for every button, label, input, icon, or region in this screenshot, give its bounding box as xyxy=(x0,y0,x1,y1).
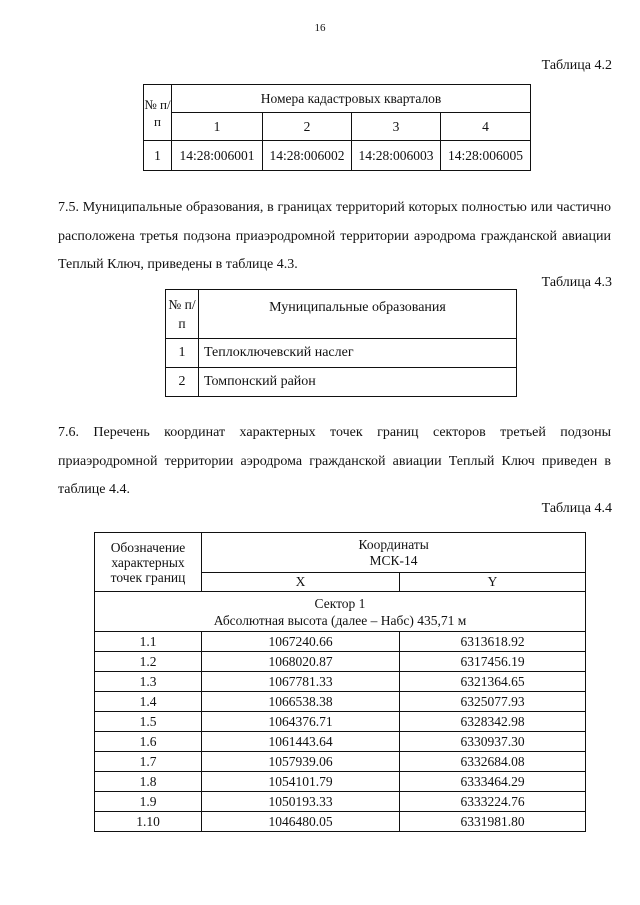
header-x: X xyxy=(202,573,400,592)
column-number: 1 xyxy=(172,113,263,141)
header-coordinates xyxy=(202,533,586,573)
table-row xyxy=(95,632,586,652)
table-row xyxy=(95,812,586,832)
coordinates-table xyxy=(94,532,586,832)
y-value: 6313618.92 xyxy=(400,632,586,652)
table-4-3-caption: Таблица 4.3 xyxy=(541,275,612,290)
paragraph-7-6: 7.6. Перечень координат характерных точек границ секторов третьей подзоны приаэродромной территории аэродрома гражданской авиации Теплый Ключ приведен в таблице 4.4. xyxy=(58,425,611,497)
table-row xyxy=(95,672,586,692)
row-no: 1 xyxy=(144,141,172,171)
point-id: 1.9 xyxy=(95,792,202,812)
y-value: 6317456.19 xyxy=(400,652,586,672)
cadastral-number: 14:28:006005 xyxy=(441,141,531,171)
point-id: 1.7 xyxy=(95,752,202,772)
table-row xyxy=(166,339,517,368)
municipality-name: Томпонский район xyxy=(199,368,517,397)
sector-title: Сектор 1 xyxy=(314,595,366,611)
table-row xyxy=(95,772,586,792)
point-id: 1.5 xyxy=(95,712,202,732)
x-value: 1064376.71 xyxy=(202,712,400,732)
page-number: 16 xyxy=(314,22,326,34)
point-id: 1.4 xyxy=(95,692,202,712)
x-value: 1067240.66 xyxy=(202,632,400,652)
x-value: 1068020.87 xyxy=(202,652,400,672)
header-cadastral-quarters: Номера кадастровых кварталов xyxy=(172,85,531,113)
table-row xyxy=(95,712,586,732)
cadastral-quarters-table xyxy=(143,84,531,171)
point-id: 1.2 xyxy=(95,652,202,672)
cadastral-number: 14:28:006002 xyxy=(263,141,352,171)
y-value: 6321364.65 xyxy=(400,672,586,692)
y-value: 6330937.30 xyxy=(400,732,586,752)
row-no: 1 xyxy=(166,339,199,368)
column-number: 2 xyxy=(263,113,352,141)
x-value: 1067781.33 xyxy=(202,672,400,692)
table-4-4-caption: Таблица 4.4 xyxy=(541,501,612,516)
point-id: 1.1 xyxy=(95,632,202,652)
table-row xyxy=(95,752,586,772)
point-id: 1.6 xyxy=(95,732,202,752)
sector-subtitle: Абсолютная высота (далее – Набс) 435,71 м xyxy=(213,612,467,628)
column-number: 4 xyxy=(441,113,531,141)
sector-header xyxy=(95,592,586,632)
table-row xyxy=(95,792,586,812)
table-row xyxy=(144,141,531,171)
header-y: Y xyxy=(400,573,586,592)
y-value: 6328342.98 xyxy=(400,712,586,732)
y-value: 6325077.93 xyxy=(400,692,586,712)
point-id: 1.10 xyxy=(95,812,202,832)
x-value: 1054101.79 xyxy=(202,772,400,792)
table-4-2-caption: Таблица 4.2 xyxy=(541,58,612,73)
municipalities-table xyxy=(165,289,517,397)
header-municipalities: Муниципальные образования xyxy=(199,290,517,339)
x-value: 1050193.33 xyxy=(202,792,400,812)
header-no: № п/п xyxy=(144,85,172,141)
header-point-designation: Обозначение характерных точек границ xyxy=(95,533,202,592)
row-no: 2 xyxy=(166,368,199,397)
table-row xyxy=(95,692,586,712)
x-value: 1066538.38 xyxy=(202,692,400,712)
y-value: 6333464.29 xyxy=(400,772,586,792)
y-value: 6333224.76 xyxy=(400,792,586,812)
paragraph-7-5: 7.5. Муниципальные образования, в границах территорий которых полностью или частично расположена третья подзона приаэродромной территории аэродрома гражданской авиации Теплый Ключ, приведены в таблице 4.3. xyxy=(58,200,611,272)
x-value: 1046480.05 xyxy=(202,812,400,832)
y-value: 6332684.08 xyxy=(400,752,586,772)
x-value: 1057939.06 xyxy=(202,752,400,772)
cadastral-number: 14:28:006001 xyxy=(172,141,263,171)
header-no: № п/п xyxy=(166,290,199,339)
y-value: 6331981.80 xyxy=(400,812,586,832)
table-row xyxy=(166,368,517,397)
municipality-name: Теплоключевский наслег xyxy=(199,339,517,368)
cadastral-number: 14:28:006003 xyxy=(352,141,441,171)
header-coordinates-text: Координаты МСК-14 xyxy=(358,536,429,568)
column-number: 3 xyxy=(352,113,441,141)
table-row xyxy=(95,652,586,672)
point-id: 1.3 xyxy=(95,672,202,692)
x-value: 1061443.64 xyxy=(202,732,400,752)
table-row xyxy=(95,732,586,752)
point-id: 1.8 xyxy=(95,772,202,792)
